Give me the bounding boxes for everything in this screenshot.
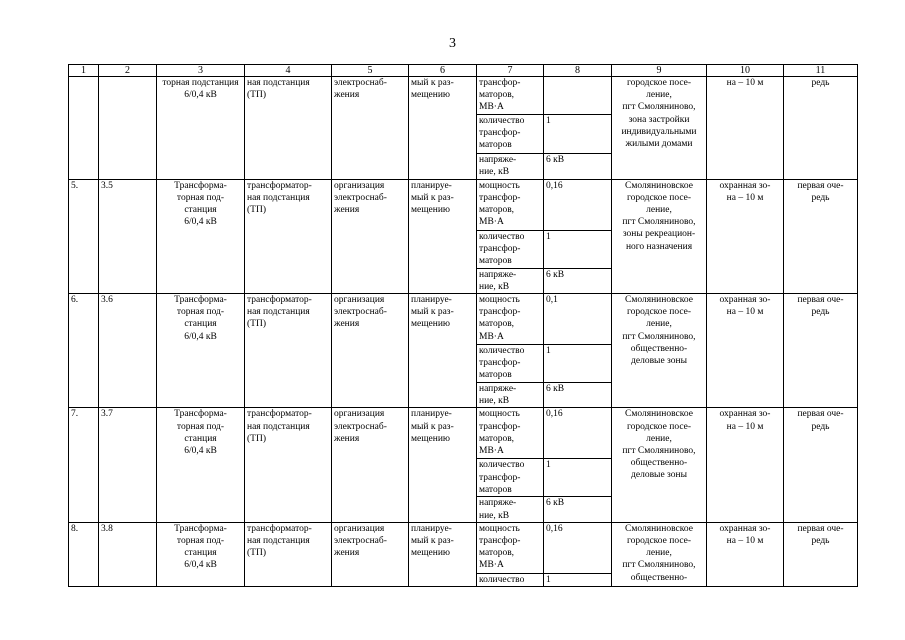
- status-cell: планируе- мый к раз- мещению: [409, 408, 477, 522]
- queue-cell: первая оче- редь: [784, 294, 858, 408]
- header-cell: 11: [784, 65, 858, 77]
- zone-cell: охранная зо- на – 10 м: [707, 522, 784, 586]
- header-cell: 9: [612, 65, 707, 77]
- table-row: [69, 522, 858, 573]
- param-label-cell: мощность трансфор- маторов, МВ·А: [477, 522, 544, 573]
- row-code-cell: 3.6: [99, 294, 157, 408]
- zone-cell: охранная зо- на – 10 м: [707, 294, 784, 408]
- row-number-cell: [69, 77, 99, 180]
- header-cell: 1: [69, 65, 99, 77]
- planning-table: [68, 64, 858, 587]
- param-label-cell: напряже- ние, кВ: [477, 497, 544, 522]
- param-label-cell: количество трансфор- маторов: [477, 459, 544, 497]
- location-cell: Смоляниновское городское посе- ление, пгт Смолянинoво, зоны рекреацион- ного назначения: [612, 179, 707, 293]
- purpose-cell: организация электроснаб- жения: [332, 408, 409, 522]
- object-name-cell: Трансформа- торная под- станция 6/0,4 кВ: [157, 179, 245, 293]
- param-label-cell: мощность трансфор- маторов, МВ·А: [477, 408, 544, 459]
- page-number: 3: [449, 36, 456, 51]
- header-cell: 10: [707, 65, 784, 77]
- purpose-cell: организация электроснаб- жения: [332, 294, 409, 408]
- param-value-cell: 0,16: [544, 522, 612, 573]
- header-row: [69, 65, 858, 77]
- row-number-cell: 6.: [69, 294, 99, 408]
- param-value-cell: 6 кВ: [544, 153, 612, 179]
- param-value-cell: 6 кВ: [544, 497, 612, 522]
- object-type-cell: трансформатор- ная подстанция (ТП): [245, 294, 332, 408]
- param-value-cell: 0,16: [544, 179, 612, 230]
- param-label-cell: мощность трансфор- маторов, МВ·А: [477, 179, 544, 230]
- param-label-cell: напряже- ние, кВ: [477, 153, 544, 179]
- row-code-cell: [99, 77, 157, 180]
- header-cell: 3: [157, 65, 245, 77]
- location-cell: городское посе- ление, пгт Смолянинoво, зона застройки индивидуальными жилыми домами: [612, 77, 707, 180]
- param-value-cell: 6 кВ: [544, 383, 612, 408]
- zone-cell: охранная зо- на – 10 м: [707, 408, 784, 522]
- object-type-cell: трансформатор- ная подстанция (ТП): [245, 179, 332, 293]
- param-value-cell: 0,16: [544, 408, 612, 459]
- zone-cell: охранная зо- на – 10 м: [707, 179, 784, 293]
- row-code-cell: 3.8: [99, 522, 157, 586]
- param-label-cell: напряже- ние, кВ: [477, 268, 544, 293]
- object-name-cell: Трансформа- торная под- станция 6/0,4 кВ: [157, 522, 245, 586]
- param-label-cell: мощность трансфор- маторов, МВ·А: [477, 294, 544, 345]
- row-number-cell: 8.: [69, 522, 99, 586]
- param-value-cell: 1: [544, 114, 612, 153]
- param-value-cell: 1: [544, 345, 612, 383]
- header-cell: 4: [245, 65, 332, 77]
- table-row: [69, 408, 858, 459]
- object-name-cell: Трансформа- торная под- станция 6/0,4 кВ: [157, 294, 245, 408]
- purpose-cell: электроснаб- жения: [332, 77, 409, 180]
- header-cell: 8: [544, 65, 612, 77]
- location-cell: Смоляниновское городское посе- ление, пгт Смолянинoво, общественно- деловые зоны: [612, 294, 707, 408]
- param-label-cell: количество трансфор- маторов: [477, 114, 544, 153]
- object-name-cell: Трансформа- торная под- станция 6/0,4 кВ: [157, 408, 245, 522]
- queue-cell: редь: [784, 77, 858, 180]
- param-value-cell: 1: [544, 459, 612, 497]
- param-label-cell: количество трансфор- маторов: [477, 345, 544, 383]
- row-number-cell: 7.: [69, 408, 99, 522]
- param-value-cell: 0,1: [544, 294, 612, 345]
- location-cell: Смоляниновское городское посе- ление, пгт Смолянинoво, общественно-: [612, 522, 707, 586]
- table-row: [69, 179, 858, 230]
- zone-cell: на – 10 м: [707, 77, 784, 180]
- queue-cell: первая оче- редь: [784, 522, 858, 586]
- param-value-cell: 1: [544, 230, 612, 268]
- table-header: [69, 65, 858, 77]
- header-cell: 2: [99, 65, 157, 77]
- param-value-cell: 6 кВ: [544, 268, 612, 293]
- header-cell: 5: [332, 65, 409, 77]
- queue-cell: первая оче- редь: [784, 179, 858, 293]
- location-cell: Смоляниновское городское посе- ление, пгт Смолянинoво, общественно- деловые зоны: [612, 408, 707, 522]
- table-row: [69, 294, 858, 345]
- param-value-cell: [544, 77, 612, 115]
- status-cell: мый к раз- мещению: [409, 77, 477, 180]
- object-type-cell: ная подстанция (ТП): [245, 77, 332, 180]
- status-cell: планируе- мый к раз- мещению: [409, 294, 477, 408]
- row-code-cell: 3.7: [99, 408, 157, 522]
- header-cell: 6: [409, 65, 477, 77]
- param-label-cell: количество: [477, 573, 544, 586]
- table-row: [69, 77, 858, 115]
- row-number-cell: 5.: [69, 179, 99, 293]
- status-cell: планируе- мый к раз- мещению: [409, 179, 477, 293]
- object-name-cell: торная подстанция 6/0,4 кВ: [157, 77, 245, 180]
- queue-cell: первая оче- редь: [784, 408, 858, 522]
- purpose-cell: организация электроснаб- жения: [332, 522, 409, 586]
- object-type-cell: трансформатор- ная подстанция (ТП): [245, 408, 332, 522]
- param-label-cell: количество трансфор- маторов: [477, 230, 544, 268]
- header-cell: 7: [477, 65, 544, 77]
- param-value-cell: 1: [544, 573, 612, 586]
- purpose-cell: организация электроснаб- жения: [332, 179, 409, 293]
- status-cell: планируе- мый к раз- мещению: [409, 522, 477, 586]
- param-label-cell: напряже- ние, кВ: [477, 383, 544, 408]
- object-type-cell: трансформатор- ная подстанция (ТП): [245, 522, 332, 586]
- param-label-cell: трансфор- маторов, МВ·А: [477, 77, 544, 115]
- row-code-cell: 3.5: [99, 179, 157, 293]
